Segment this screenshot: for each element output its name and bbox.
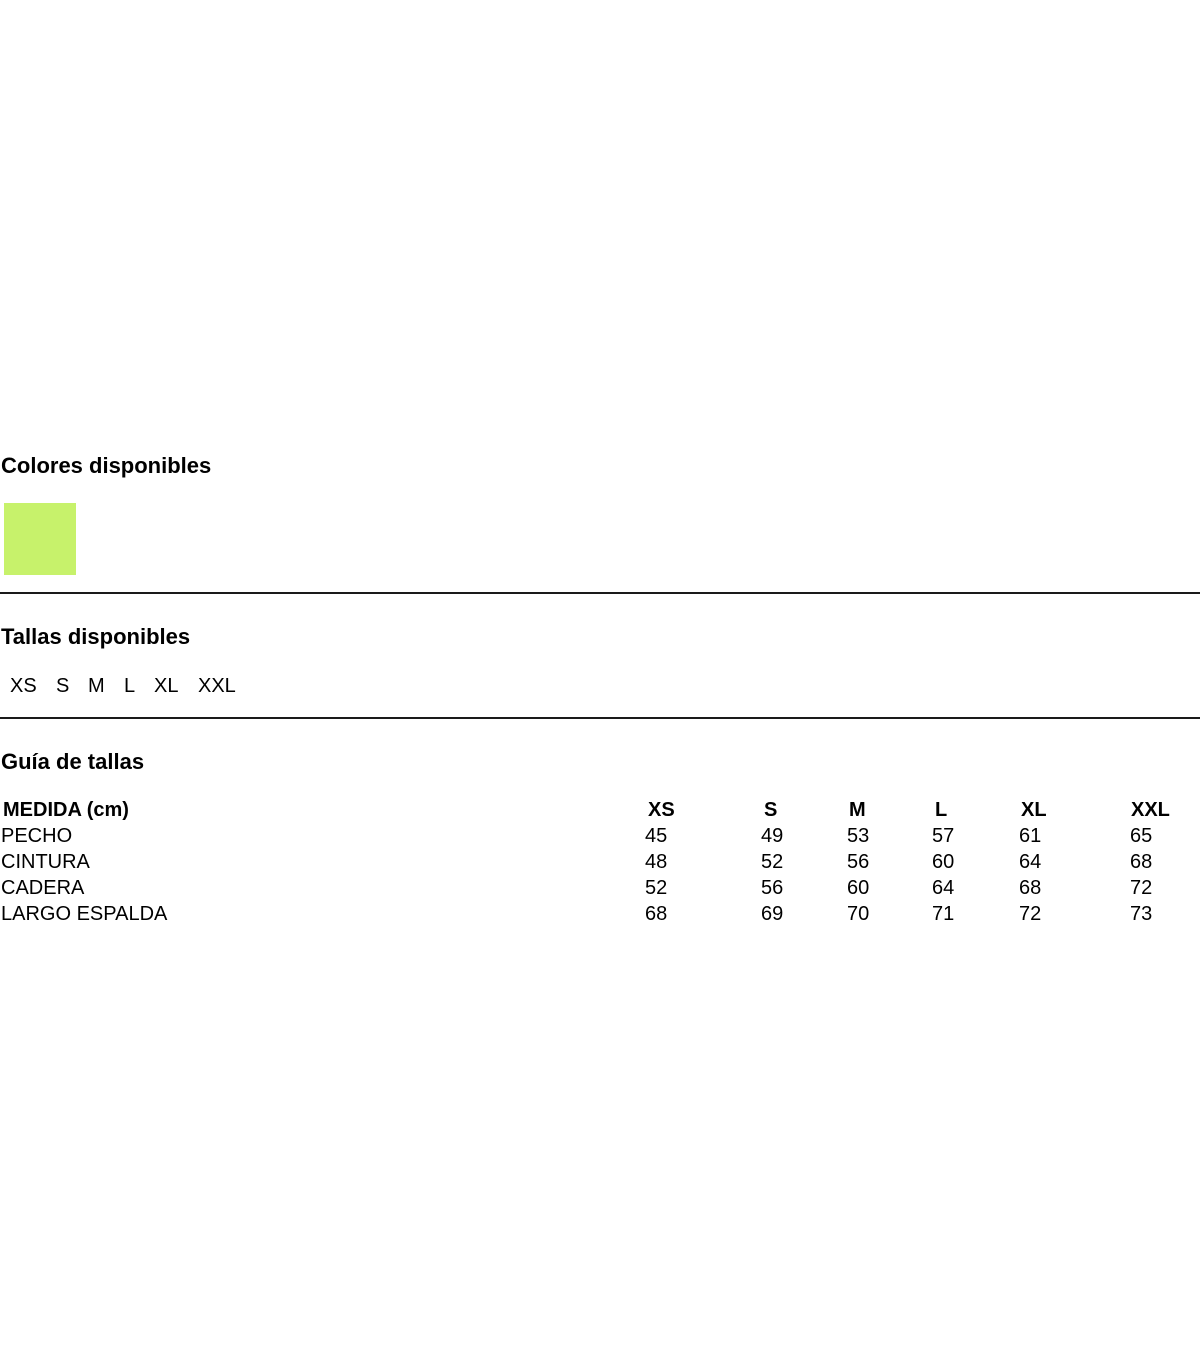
table-cell: 45: [645, 825, 668, 847]
column-header-xxl: XXL: [1131, 799, 1170, 821]
column-header-measure: MEDIDA (cm): [3, 799, 129, 821]
table-cell: 61: [1019, 825, 1042, 847]
table-cell: 68: [645, 903, 668, 925]
table-cell: 71: [932, 903, 955, 925]
table-cell: 65: [1130, 825, 1153, 847]
size-option-l[interactable]: L: [124, 675, 136, 697]
size-option-xs[interactable]: XS: [10, 675, 37, 697]
size-option-xl[interactable]: XL: [154, 675, 179, 697]
column-header-l: L: [935, 799, 948, 821]
table-cell: 60: [847, 877, 870, 899]
table-row: [0, 901, 1200, 927]
size-option-xxl[interactable]: XXL: [198, 675, 236, 697]
table-cell: 60: [932, 851, 955, 873]
column-header-s: S: [764, 799, 778, 821]
row-label: CADERA: [1, 877, 85, 899]
table-cell: 68: [1130, 851, 1153, 873]
color-swatch-lime[interactable]: [4, 503, 76, 575]
row-label: PECHO: [1, 825, 73, 847]
table-cell: 53: [847, 825, 870, 847]
table-cell: 52: [645, 877, 668, 899]
size-guide-title: Guía de tallas: [1, 749, 145, 774]
size-option-m[interactable]: M: [88, 675, 105, 697]
table-header-row: [0, 797, 1200, 823]
sizes-section-title: Tallas disponibles: [1, 624, 191, 649]
divider: [0, 717, 1200, 719]
row-label: LARGO ESPALDA: [1, 903, 168, 925]
table-cell: 72: [1130, 877, 1153, 899]
column-header-xl: XL: [1021, 799, 1047, 821]
divider: [0, 592, 1200, 594]
table-cell: 73: [1130, 903, 1153, 925]
column-header-m: M: [849, 799, 866, 821]
table-cell: 56: [761, 877, 784, 899]
table-cell: 49: [761, 825, 784, 847]
table-cell: 57: [932, 825, 955, 847]
row-label: CINTURA: [1, 851, 90, 873]
table-cell: 64: [932, 877, 955, 899]
table-cell: 48: [645, 851, 668, 873]
table-row: [0, 875, 1200, 901]
table-cell: 52: [761, 851, 784, 873]
table-cell: 72: [1019, 903, 1042, 925]
size-guide-table: [0, 797, 1200, 927]
colors-section-title: Colores disponibles: [1, 453, 212, 478]
table-cell: 56: [847, 851, 870, 873]
table-row: [0, 849, 1200, 875]
column-header-xs: XS: [648, 799, 675, 821]
table-cell: 70: [847, 903, 870, 925]
table-cell: 68: [1019, 877, 1042, 899]
size-option-s[interactable]: S: [56, 675, 70, 697]
table-row: [0, 823, 1200, 849]
table-cell: 69: [761, 903, 784, 925]
table-cell: 64: [1019, 851, 1042, 873]
